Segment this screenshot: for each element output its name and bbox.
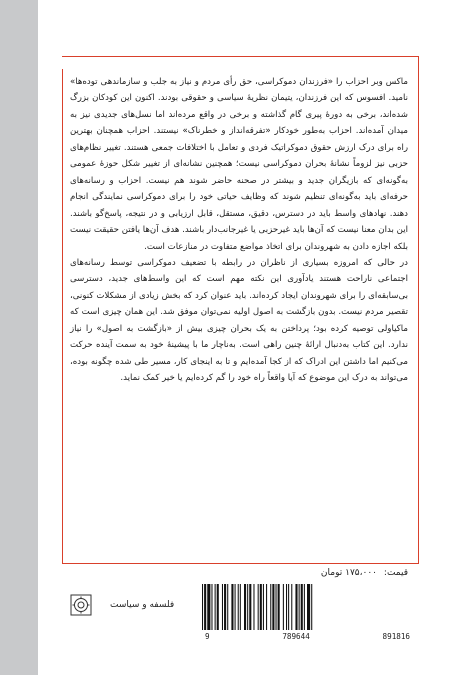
barcode-bar	[270, 584, 271, 630]
barcode-bar	[204, 584, 206, 630]
price-label: قیمت:	[383, 568, 408, 578]
barcode-bar	[272, 584, 274, 630]
rosette-logo-icon	[70, 594, 92, 616]
barcode-bar	[295, 584, 297, 630]
barcode-bar	[304, 584, 305, 630]
paragraph-2: در حالی که امروزه بسیاری از ناظران در رابطه با تضعیف دموکراسی توسط رسانه‌های اجتماعی ناراحت هستند یادآوری این نکته مهم است که این واسط‌های جدید، دسترسی بی‌سابقه‌ای را برای شهروندان ایجاد کرده‌اند. باید عنوان کرد که بخش زیادی از مشکلات کنونی، تقصیر مردم نیست. بدون بازگشت به اصول اولیه نمی‌توان موفق شد. این همان چیزی است که ماکیاولی توصیه کرده بود؛ پرداختن به یک بحران چیزی بیش از «بازگشت به اصول» را نیاز ندارد. این کتاب به‌دنبال ارائهٔ چنین راهی است. به‌ناچار ما با پیشینهٔ خود به سمت آینده حرکت می‌کنیم اما داشتن این ادراک که از کجا آمده‌ایم و تا به اینجای کار، مسیر طی شده چگونه بوده، می‌تواند به درک این موضوع که آیا واقعاً راه خود را گم کرده‌ایم یا خیر کمک نماید.	[70, 257, 408, 384]
barcode-bar	[217, 584, 219, 630]
barcode-bar	[202, 584, 203, 630]
barcode-bar	[301, 584, 303, 630]
price	[240, 564, 408, 582]
barcode-icon	[200, 584, 415, 632]
barcode-bar	[263, 584, 264, 630]
price-value: ۱۷۵،۰۰۰ تومان	[320, 568, 378, 578]
isbn-group-1: 789644	[282, 632, 310, 641]
barcode-bar	[253, 584, 254, 630]
barcode-bar	[215, 584, 216, 630]
barcode-bar	[249, 584, 251, 630]
paragraph-1: ماکس وبر احزاب را «فرزندان دموکراسی، حق رأی مردم و نیاز به جلب و سازماندهی توده‌ها» نامید. افسوس که این فرزندان، یتیمان نظریهٔ سیاسی و حقوقی بودند. اکنون این کودکان بزرگ شده‌اند، برخی به دورهٔ پیری گام گذاشته و برخی در واقع مرده‌اند اما نسل‌های جدیدی نیز به میدان آمده‌اند. احزاب به‌طور خودکار «تفرقه‌انداز و خطرناک» نیستند. احزاب همچنان بهترین راه برای درک ارزش حقوق دموکراتیک فردی و تعامل با اختلافات جمعی هستند. تغییر نظام‌های حزبی نیز لزوماً نشانهٔ بحران دموکراسی نیست؛ همچنین نشانه‌ای از تغییر شکل حوزهٔ عمومی به‌گونه‌ای که بازیگران جدید و بیشتر در صحنه حاضر شوند هم نیست. احزاب و رسانه‌های حرفه‌ای باید به‌گونه‌ای تنظیم شوند که وظایف حیاتی خود را برای دموکراسی نمایندگی انجام دهند. نهادهای واسط باید در دسترس، دقیق، مستقل، قابل ارزیابی و در نتیجه، پاسخ‌گو باشند. این بدان معنا نیست که آن‌ها باید غیرحزبی یا غیرجانب‌دار باشند. هدف آن‌ها یافتن حقیقت نیست بلکه اجازه دادن به شهروندان برای اتخاذ مواضع متفاوت در منازعات است.	[70, 77, 408, 252]
back-cover-text	[70, 74, 408, 387]
isbn-digits	[205, 632, 410, 641]
barcode-bar	[224, 584, 226, 630]
barcode-bar	[227, 584, 228, 630]
barcode-bar	[276, 584, 277, 630]
barcode-bar	[278, 584, 280, 630]
barcode-bar	[307, 584, 310, 630]
barcode-bar	[286, 584, 287, 630]
barcode-bar	[211, 584, 212, 630]
isbn-prefix: 9	[205, 632, 210, 641]
barcode-bar	[266, 584, 267, 630]
barcode-bar	[258, 584, 259, 630]
barcode-bar	[231, 584, 233, 630]
barcode-bar	[240, 584, 241, 630]
barcode-bar	[207, 584, 210, 630]
barcode-bar	[222, 584, 223, 630]
barcode-bar	[244, 584, 246, 630]
barcode-bar	[291, 584, 292, 630]
barcode-bar	[235, 584, 236, 630]
barcode-bar	[311, 584, 312, 630]
barcode-bar	[299, 584, 300, 630]
isbn-group-2: 891816	[382, 632, 410, 641]
frame-gap	[61, 57, 65, 69]
barcode-bar	[260, 584, 262, 630]
barcode-bar	[247, 584, 248, 630]
barcode-bar	[288, 584, 289, 630]
barcode-bar	[238, 584, 239, 630]
barcode-bar	[283, 584, 284, 630]
category-label: فلسفه و سیاست	[110, 600, 175, 610]
